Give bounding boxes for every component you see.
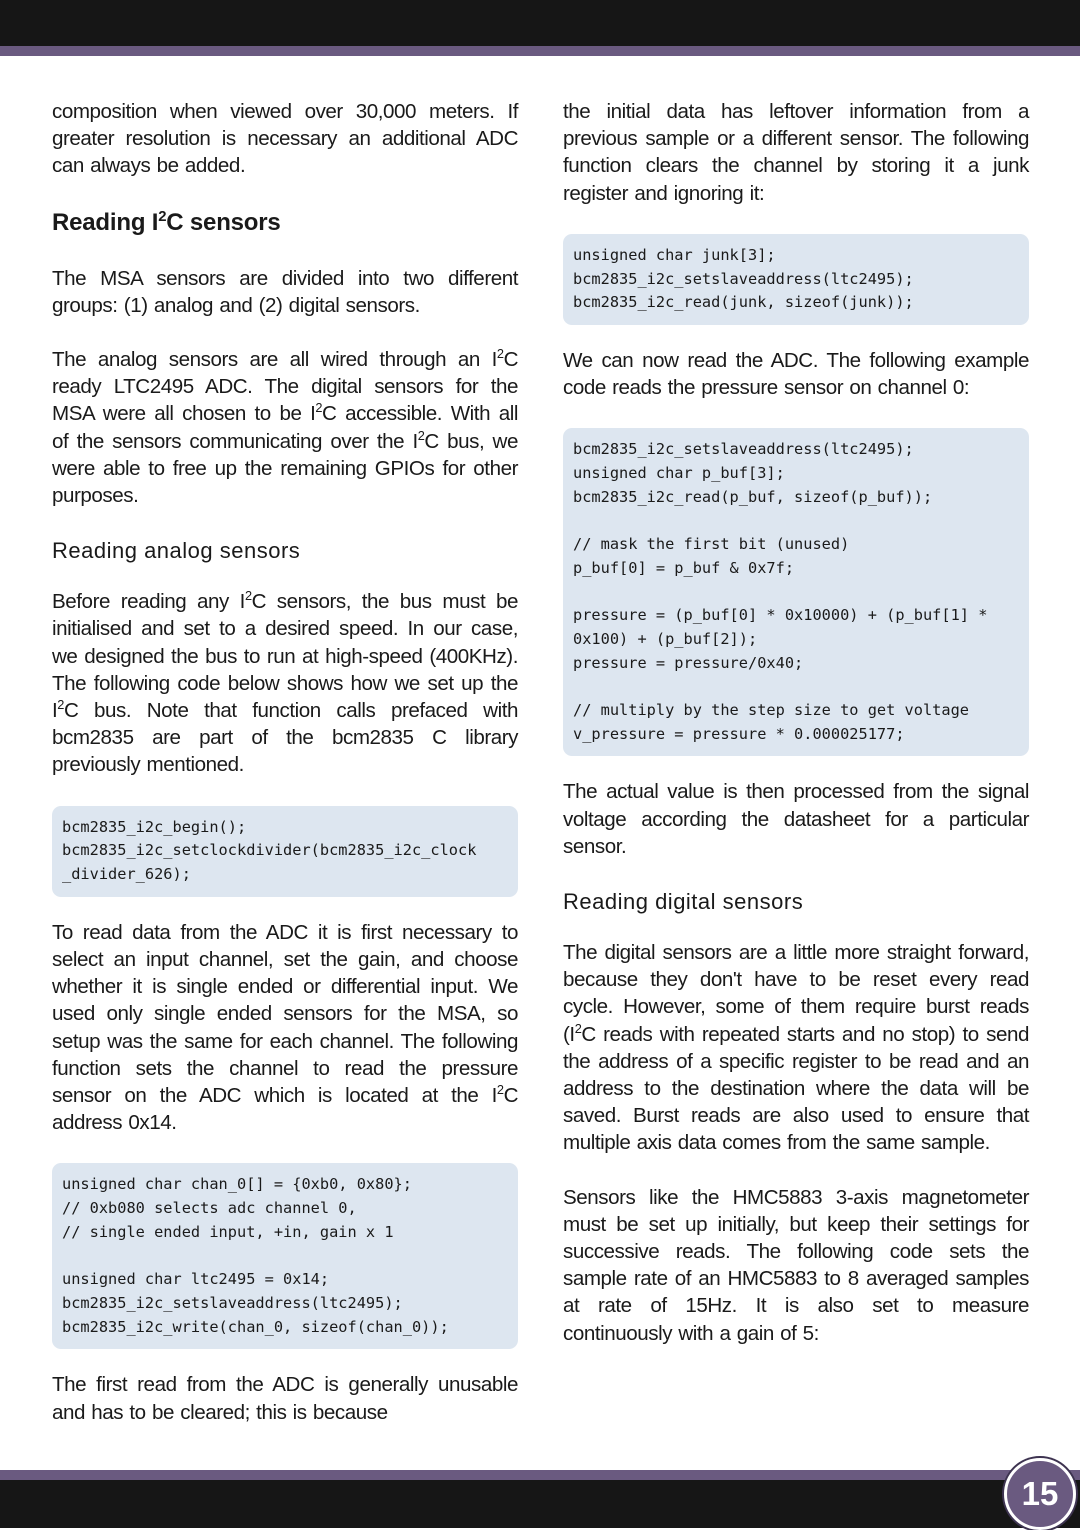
paragraph [52, 346, 518, 509]
paragraph: The MSA sensors are divided into two different groups: (1) analog and (2) digital sensors. [52, 266, 518, 317]
text-run: C reads with repeated starts and no stop) to send the address of a specific register to be read and an address to the destination where the data will be saved. Burst reads are also used to ensure that multiple axis data comes from the same sample. [563, 1022, 1029, 1155]
footer-bar [0, 1480, 1080, 1528]
code-line: p_buf[0] = p_buf & 0x7f; [573, 558, 795, 577]
superscript: 2 [496, 346, 504, 362]
heading-text: C sensors [166, 208, 281, 236]
code-line [573, 509, 1019, 533]
paragraph: The first read from the ADC is generally unusable and has to be cleared; this is because [52, 1373, 518, 1424]
paragraph [52, 588, 518, 778]
superscript: 2 [574, 1020, 582, 1036]
code-block-junk-read [563, 234, 1029, 325]
code-line: bcm2835_i2c_read(junk, sizeof(junk)); [573, 293, 914, 312]
code-line: // 0xb080 selects adc channel 0, [62, 1199, 357, 1218]
superscript: 2 [244, 588, 252, 604]
code-line: bcm2835_i2c_setslaveaddress(ltc2495); [573, 440, 914, 459]
superscript: 2 [315, 400, 323, 416]
text-run: C ready LTC2495 ADC. The digital sensors for the MSA were all chosen to be I [52, 348, 518, 426]
paragraph [52, 919, 518, 1137]
paragraph: We can now read the ADC. The following example code reads the pressure sensor on channel 0: [563, 348, 1029, 400]
paragraph [563, 939, 1029, 1157]
superscript: 2 [57, 697, 64, 713]
subsection-heading-reading-digital-sensors: Reading digital sensors [563, 889, 804, 915]
superscript: 2 [158, 208, 167, 225]
code-line [573, 581, 1019, 605]
code-line: pressure = pressure/0x40; [573, 653, 804, 672]
code-line: bcm2835_i2c_begin(); [62, 817, 247, 836]
subsection-heading-reading-analog-sensors: Reading analog sensors [52, 538, 301, 564]
text-run: Before reading any I [52, 590, 245, 614]
code-line: 0x100) + (p_buf[2]); [573, 629, 758, 648]
code-line: _divider_626); [62, 865, 191, 884]
header-stripe [0, 46, 1080, 56]
section-heading-reading-i2c-sensors [52, 207, 518, 239]
code-line: v_pressure = pressure * 0.000025177; [573, 724, 905, 743]
text-run: C sensors, the bus must be initialised and set to a desired speed. In our case, we designed the bus to run at high-speed (400KHz). The following code below shows how we set up the I [52, 590, 519, 723]
code-line: unsigned char junk[3]; [573, 245, 776, 264]
text-run: The analog sensors are all wired through an I [52, 348, 497, 372]
text-run: C accessible. With all of the sensors communicating over the I [52, 402, 518, 453]
superscript: 2 [417, 427, 425, 443]
heading-text: Reading I [52, 208, 159, 236]
superscript: 2 [496, 1082, 504, 1098]
right-column [563, 98, 1029, 1374]
text-run: C bus, we were able to free up the remaining GPIOs for other purposes. [52, 429, 518, 508]
code-block-read-pressure [563, 428, 1029, 756]
left-column [52, 98, 518, 1453]
code-line [62, 1245, 508, 1269]
paragraph: The actual value is then processed from the signal voltage according the datasheet for a particular sensor. [563, 780, 1029, 858]
code-block-select-channel [52, 1163, 518, 1349]
code-line: bcm2835_i2c_setslaveaddress(ltc2495); [573, 269, 914, 288]
code-line: // multiply by the step size to get voltage [573, 701, 970, 720]
text-run: The digital sensors are a little more straight forward, because they don't have to be reset every read cycle. However, some of them require burst reads (I [563, 941, 1029, 1046]
page-number-badge: 15 [1004, 1458, 1076, 1530]
code-line: bcm2835_i2c_setslaveaddress(ltc2495); [62, 1293, 403, 1312]
code-line: // single ended input, +in, gain x 1 [62, 1222, 394, 1241]
footer-stripe [0, 1470, 1080, 1480]
code-line: bcm2835_i2c_write(chan_0, sizeof(chan_0)); [62, 1317, 449, 1336]
code-line: unsigned char ltc2495 = 0x14; [62, 1270, 330, 1289]
code-block-i2c-begin [52, 806, 518, 897]
code-line: unsigned char p_buf[3]; [573, 464, 785, 483]
text-run: To read data from the ADC it is first necessary to select an input channel, set the gain, and choose whether it is single ended or differential input. We used only single ended sensors for the MSA, so setup was the same for each channel. The following function sets the channel to read the pressure sensor on the ADC which is located at the I [52, 920, 518, 1107]
paragraph: composition when viewed over 30,000 meters. If greater resolution is necessary an additional ADC can always be added. [52, 100, 518, 178]
code-line: bcm2835_i2c_setclockdivider(bcm2835_i2c_clock [62, 841, 477, 860]
code-line: unsigned char chan_0[] = {0xb0, 0x80}; [62, 1175, 412, 1194]
paragraph: Sensors like the HMC5883 3-axis magnetometer must be set up initially, but keep their settings for successive reads. The following code sets the sample rate of an HMC5883 to 8 averaged samples at rate of 15Hz. It is also set to measure continuously with a gain of 5: [563, 1185, 1029, 1345]
code-line: // mask the first bit (unused) [573, 535, 850, 554]
code-line [573, 675, 1019, 699]
paragraph: the initial data has leftover information from a previous sample or a different sensor. The following function clears the channel by storing it a junk register and ignoring it: [563, 100, 1029, 205]
text-run: C bus. Note that function calls prefaced with bcm2835 are part of the bcm2835 C library previously mentioned. [52, 699, 518, 777]
code-line: bcm2835_i2c_read(p_buf, sizeof(p_buf)); [573, 487, 933, 506]
text-run: C address 0x14. [52, 1083, 518, 1135]
header-bar [0, 0, 1080, 46]
code-line: pressure = (p_buf[0] * 0x10000) + (p_buf[1] * [573, 606, 988, 625]
